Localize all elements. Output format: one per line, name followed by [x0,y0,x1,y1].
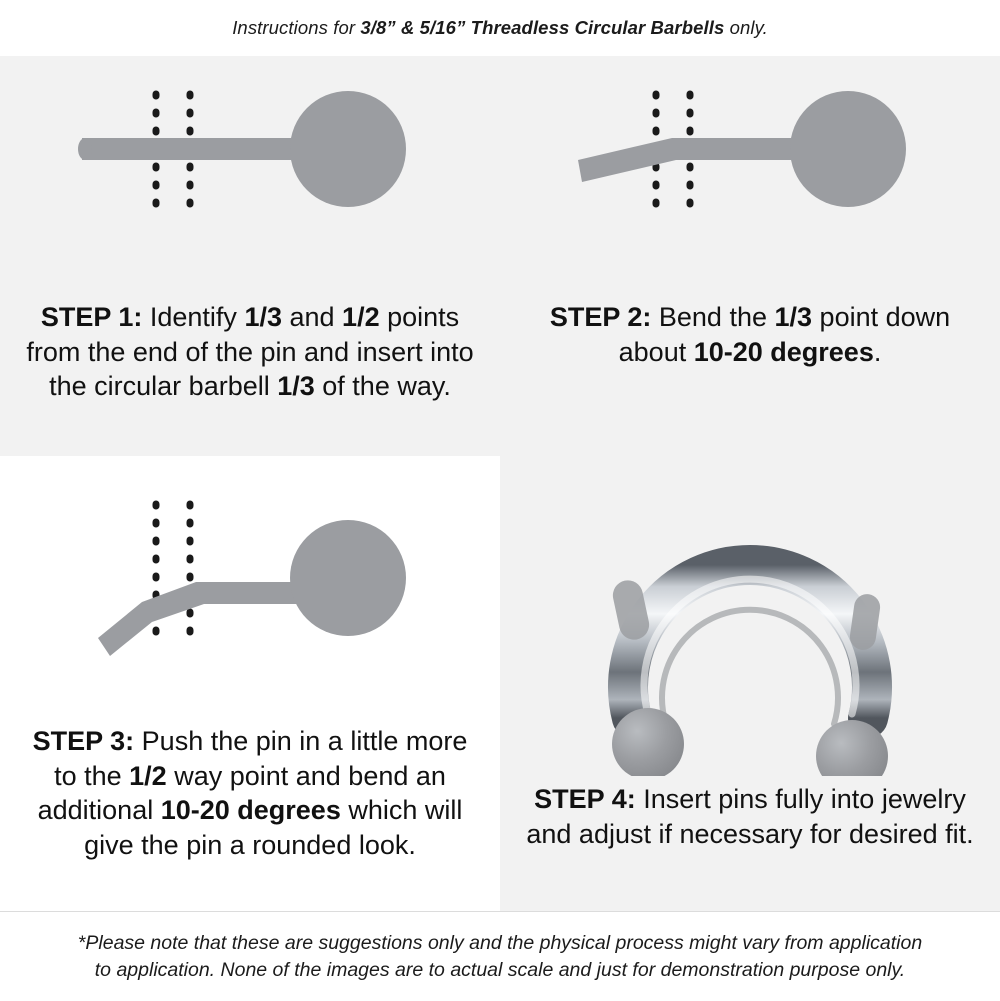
step-3-panel [0,456,500,911]
step-4-caption: STEP 4: Insert pins fully into jewelry and adjust if necessary for desired fit. [526,784,974,849]
pin-ball-end [290,91,406,207]
footer-line-2: to application. None of the images are to actual scale and just for demonstration purpose only. [94,958,906,981]
footer-line-1: *Please note that these are suggestions only and the physical process might vary from application [77,932,923,955]
header-title-suffix: only. [724,17,768,38]
step-3-caption: STEP 3: Push the pin in a little more to the 1/2 way point and bend an additional 10-20 degrees which will give the pin a rounded look. [32,726,468,860]
pin-stub-left [610,578,652,643]
step-4-panel [500,456,1000,911]
header-title-bold: 3/8” & 5/16” Threadless Circular Barbells [360,17,725,38]
header-title [232,17,768,39]
header-banner [0,0,1000,56]
step-1-illustration [0,56,500,296]
pin-shaft-bent [578,138,810,182]
header-title-prefix: Instructions for [232,17,361,38]
step-1-caption: STEP 1: Identify 1/3 and 1/2 points from the end of the pin and insert into the circular barbell 1/3 of the way. [26,302,474,402]
bent-once-pin-diagram [500,56,1000,296]
pin-ball-end [290,520,406,636]
step-1-panel [0,56,500,456]
step-2-panel [500,56,1000,456]
barbell-ring [628,565,872,724]
pin-tip [78,138,92,160]
step-2-illustration [500,56,1000,296]
circular-barbell-photo [500,456,1000,776]
pin-ball-end [790,91,906,207]
footer-text [52,930,948,982]
footer-disclaimer [0,911,1000,1001]
step-3-illustration [0,456,500,716]
bent-twice-pin-diagram [0,456,500,716]
pin-shaft [82,138,310,160]
step-2-caption: STEP 2: Bend the 1/3 point down about 10-20 degrees. [549,302,951,367]
step-4-illustration [500,456,1000,776]
pin-shaft-double-bent [98,582,310,656]
straight-pin-diagram [0,56,500,296]
